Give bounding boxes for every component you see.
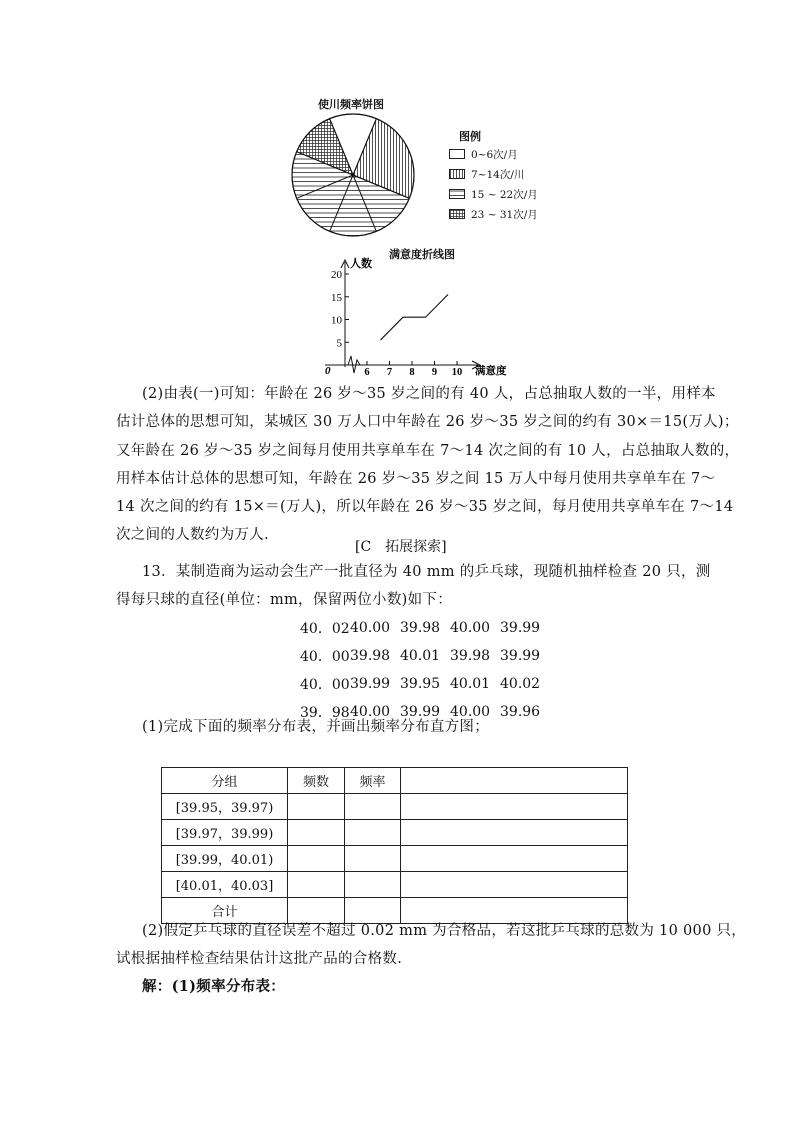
answer-2-line-6: 次之间的人数约为万人.: [116, 527, 269, 543]
table-row: [162, 872, 628, 898]
y-tick-label: 20: [331, 269, 342, 281]
legend-label: 15 ~ 22次/月: [471, 188, 538, 201]
problem-13-part-2-line-1: (2)假定乒乓球的直径误差不超过 0.02 mm 为合格品，若这批乒乓球的总数为 10 000 只，: [142, 923, 747, 939]
solution-heading: 解：(1)频率分布表：: [142, 978, 286, 995]
data-cell: 40.00: [450, 620, 491, 636]
data-cell: 40.00: [350, 620, 391, 636]
x-tick-label: 7: [386, 367, 393, 378]
data-cell: 39.98: [450, 648, 491, 664]
x-tick-label: 8: [409, 367, 415, 378]
x-tick-label: 10: [451, 367, 463, 378]
total-label: 合计: [162, 898, 288, 924]
header-group: 分组: [162, 768, 288, 794]
legend-label: 23 ~ 31次/月: [471, 208, 538, 221]
legend-item-23-31: [449, 204, 538, 224]
data-cell: 40.00: [450, 704, 491, 720]
data-cell: 39.99: [500, 648, 541, 664]
y-tick-label: 5: [336, 337, 342, 350]
data-cell: 39.98: [350, 648, 391, 664]
pie-chart: [290, 112, 430, 242]
legend-label: 7~14次/川: [471, 168, 525, 181]
data-cell: 40．02: [300, 621, 350, 637]
legend-swatch-blank: [449, 149, 465, 159]
problem-13-line-1: 13．某制造商为运动会生产一批直径为 40 mm 的乒乓球，现随机抽样检查 20 只，测: [142, 564, 711, 580]
header-blank: [401, 768, 628, 794]
blank-cell: [401, 872, 628, 898]
legend-swatch-horizontal: [449, 189, 465, 199]
problem-13-part-1: (1)完成下面的频率分布表，并画出频率分布直方图；: [142, 719, 490, 735]
data-row: [300, 642, 550, 670]
pie-chart-title: 使川频率饼图: [318, 98, 384, 111]
y-axis-label: 人数: [350, 258, 372, 270]
frequency-cell[interactable]: [345, 846, 401, 872]
line-chart: [300, 252, 507, 380]
legend-label: 0~6次/月: [471, 148, 518, 161]
data-cell: 39.99: [500, 620, 541, 636]
data-row: [300, 670, 550, 698]
count-cell[interactable]: [288, 872, 345, 898]
x-tick-label: 6: [364, 367, 370, 378]
pie-legend: [449, 144, 538, 224]
problem-13-part-2-line-2: 试根据抽样检查结果估计这批产品的合格数.: [116, 951, 403, 967]
data-cell: 39.95: [400, 676, 441, 692]
frequency-cell[interactable]: [345, 820, 401, 846]
legend-title: 图例: [459, 130, 481, 143]
answer-2-line-3: 又年龄在 26 岁～35 岁之间每月使用共享单车在 7～14 次之间的有 10 人，占总抽取人数的，: [116, 443, 740, 459]
x-axis-label: 满意度: [475, 366, 507, 377]
legend-item-7-14: [449, 164, 538, 184]
data-cell: 39.99: [350, 676, 391, 692]
header-count: 频数: [288, 768, 345, 794]
legend-item-0-6: [449, 144, 538, 164]
answer-2-line-2: 估计总体的思想可知，某城区 30 万人口中年龄在 26 岁～35 岁之间的约有 30×＝15(万人)；: [116, 414, 739, 430]
answer-2-line-1: (2)由表(一)可知：年龄在 26 岁～35 岁之间的有 40 人，占总抽取人数的一半，用样本: [142, 386, 716, 402]
data-row: [300, 614, 550, 642]
data-cell: 40.01: [400, 648, 441, 664]
data-cell: 40．00: [300, 649, 350, 665]
diameter-data: [300, 614, 550, 726]
count-cell[interactable]: [288, 820, 345, 846]
data-cell: 39.96: [500, 704, 541, 720]
table-header-row: [162, 768, 628, 794]
answer-2-line-5: 14 次之间的约有 15×＝(万人)，所以年龄在 26 岁～35 岁之间，每月使用共享单车在 7～14: [116, 499, 734, 515]
section-title: [C 拓展探索]: [355, 539, 447, 555]
data-cell: 39.99: [400, 704, 441, 720]
y-tick-label: 10: [331, 314, 342, 327]
blank-cell: [401, 820, 628, 846]
legend-swatch-vertical: [449, 169, 465, 179]
line-chart-title: 满意度折线图: [389, 248, 455, 261]
header-frequency: 频率: [345, 768, 401, 794]
y-tick-label: 15: [331, 291, 342, 304]
answer-2-line-4: 用样本估计总体的思想可知，年龄在 26 岁～35 岁之间 15 万人中每月使用共享单车在 7～: [116, 471, 716, 487]
group-label: [39.99，40.01): [162, 846, 288, 872]
data-cell: 40．00: [300, 677, 350, 693]
x-tick-label: 9: [431, 367, 438, 378]
data-cell: 39.98: [400, 620, 441, 636]
group-label: [40.01，40.03]: [162, 872, 288, 898]
legend-item-15-22: [449, 184, 538, 204]
group-label: [39.95，39.97): [162, 794, 288, 820]
frequency-cell[interactable]: [345, 872, 401, 898]
blank-cell: [401, 794, 628, 820]
legend-swatch-grid: [449, 209, 465, 219]
count-cell[interactable]: [288, 846, 345, 872]
table-row: [162, 846, 628, 872]
frequency-cell[interactable]: [345, 794, 401, 820]
group-label: [39.97，39.99): [162, 820, 288, 846]
data-cell: 40.02: [500, 676, 541, 692]
problem-13-line-2: 得每只球的直径(单位：mm，保留两位小数)如下：: [116, 592, 453, 608]
origin-label: 0: [325, 365, 331, 377]
table-row: [162, 820, 628, 846]
data-cell: 40.00: [350, 704, 391, 720]
blank-cell: [401, 846, 628, 872]
count-cell[interactable]: [288, 794, 345, 820]
table-row: [162, 794, 628, 820]
data-cell: 40.01: [450, 676, 491, 692]
data-cell: 39．98: [300, 705, 350, 721]
frequency-table: [161, 767, 628, 924]
series-line: [381, 294, 449, 340]
